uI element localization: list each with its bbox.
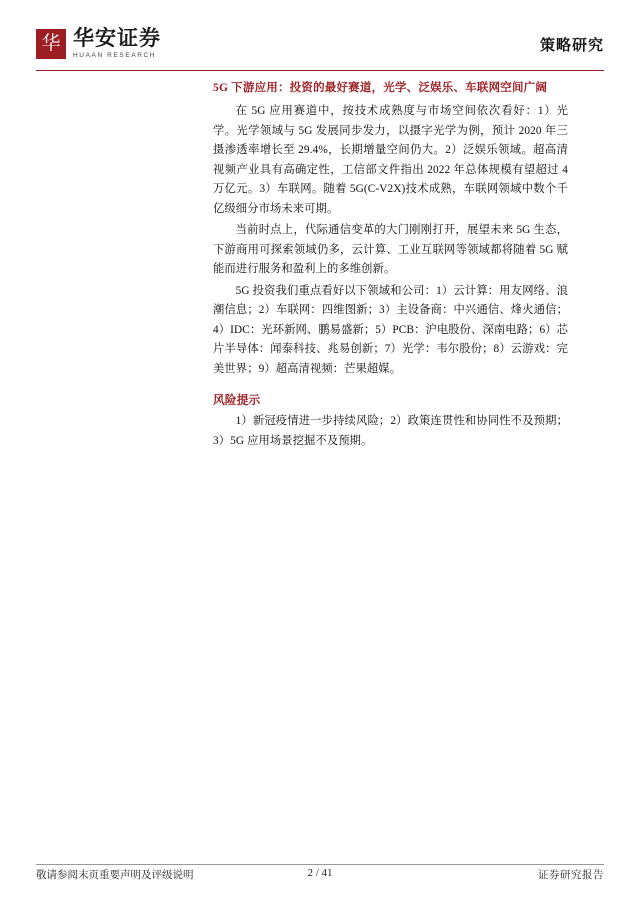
company-logo xyxy=(36,28,161,59)
logo-mark-icon: 华 xyxy=(36,29,66,59)
document-body xyxy=(213,74,568,453)
page-footer xyxy=(36,867,604,887)
risk-section-title: 风险提示 xyxy=(213,393,261,407)
logo-text xyxy=(73,28,161,59)
body-paragraph: 5G 投资我们重点看好以下领域和公司：1）云计算：用友网络、浪潮信息；2）车联网：四维图新；3）主设备商：中兴通信、烽火通信；4）IDC：光环新网、鹏易盛新；5）PCB：沪电股份、深南电路；6）芯片半导体：闻泰科技、兆易创新；7）光学：韦尔股份；8）云游戏：完美世界；9）超高清视频：芒果超媒。 xyxy=(213,284,568,375)
footer-disclaimer: 敬请参阅末页重要声明及评级说明 xyxy=(36,870,194,881)
report-category-title: 策略研究 xyxy=(539,38,604,54)
page-header xyxy=(36,28,604,72)
risk-paragraph: 1）新冠疫情进一步持续风险；2）政策连贯性和协同性不及预期；3）5G 应用场景挖掘不及预期。 xyxy=(213,415,568,447)
header-divider xyxy=(36,70,604,71)
logo-company-name-en: HUAAN RESEARCH xyxy=(73,52,157,59)
section-title: 5G 下游应用：投资的最好赛道，光学、泛娱乐、车联网空间广阔 xyxy=(213,82,548,94)
logo-company-name-cn: 华安证券 xyxy=(73,26,161,50)
footer-divider xyxy=(36,864,604,865)
body-paragraph: 当前时点上，代际通信变革的大门刚刚打开，展望未来 5G 生态，下游商用可探索领域仍多，云计算、工业互联网等领域都将随着 5G 赋能而进行服务和盈利上的多维创新。 xyxy=(213,224,568,275)
footer-report-label: 证券研究报告 xyxy=(538,870,604,881)
page-number: 2 / 41 xyxy=(307,867,333,879)
body-paragraph: 在 5G 应用赛道中，按技术成熟度与市场空间依次看好：1）光学。光学领域与 5G 发展同步发力，以摄字光学为例，预计 2020 年三摄渗透率增长至 29.4%，长期增量空间仍大。2）泛娱乐领域。超高清视频产业具有高确定性，工信部文件指出 2022 年总体规模有望超过 4 万亿元。3）车联网。随着 5G(C-V2X)技术成熟，车联网领域中数个千亿级细分市场未来可期。 xyxy=(213,105,568,215)
